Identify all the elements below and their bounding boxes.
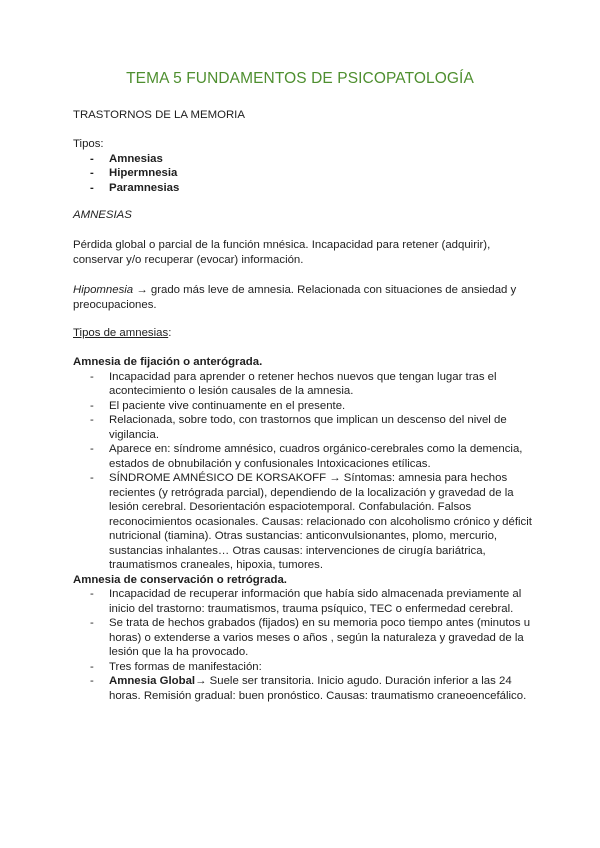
retrograda-list	[73, 587, 533, 703]
list-item: - Incapacidad para aprender o retener hechos nuevos que tengan lugar tras el acontecimiento o lesión causales de la amnesia.	[90, 370, 497, 397]
list-item: - SÍNDROME AMNÉSICO DE KORSAKOFF → Síntomas: amnesia para hechos recientes (y retrógrada parcial), dependiendo de la localización y gravedad de la lesión cerebral. Desorientación espaciotemporal. Confabulación. Falsos reconocimientos ocasionales. Causas: relacionado con alcoholismo crónico y déficit nutricional (tiamina). Otras sustancias: anticonvulsionantes, plomo, mercurio, sustancias inhalantes… Otras causas: intervenciones de cirugía bariátrica, traumatismos craneales, hipoxia, tumores.	[90, 472, 532, 571]
retrograda-heading: Amnesia de conservación o retrógrada.	[73, 573, 287, 586]
amnesias-heading: AMNESIAS	[73, 209, 132, 221]
tipos-list	[73, 152, 533, 196]
anterograda-block	[73, 355, 533, 703]
list-item: - El paciente vive continuamente en el presente.	[90, 399, 346, 412]
definition-paragraph: Pérdida global o parcial de la función mnésica. Incapacidad para retener (adquirir), conservar y/o recuperar (evocar) información.	[73, 239, 491, 266]
tipos-block	[73, 137, 533, 195]
list-item: - Se trata de hechos grabados (fijados) en su memoria poco tiempo antes (minutos u horas) o extenderse a varios meses o años , según la naturaleza y gravedad de la lesión que la ha provocado.	[90, 617, 531, 658]
section-heading: TRASTORNOS DE LA MEMORIA	[73, 109, 245, 121]
list-item: - Tres formas de manifestación:	[90, 660, 262, 673]
tipos-amnesias-label: Tipos de amnesias:	[73, 327, 172, 339]
list-item: - Incapacidad de recuperar información que había sido almacenada previamente al inicio del trastorno: traumatismos, trauma psíquico, TEC o enfermedad cerebral.	[90, 588, 522, 615]
list-item: - Paramnesias	[90, 181, 180, 194]
anterograda-heading: Amnesia de fijación o anterógrada.	[73, 356, 263, 368]
hipomnesia-text: → grado más leve de amnesia. Relacionada con situaciones de ansiedad y preocupaciones.	[73, 284, 517, 311]
list-item: - Relacionada, sobre todo, con trastornos que implican un descenso del nivel de vigilancia.	[90, 414, 507, 441]
list-item: - Aparece en: síndrome amnésico, cuadros orgánico-cerebrales como la demencia, estados de obnubilación y confusionales Intoxicaciones etílicas.	[90, 443, 523, 470]
tipos-label: Tipos:	[73, 138, 104, 150]
list-item: - Hipermnesia	[90, 167, 178, 179]
list-item-amnesia-global: - Amnesia Global→ Suele ser transitoria. Inicio agudo. Duración inferior a las 24 horas. Remisión gradual: buen pronóstico. Causas: traumatismo craneoencefálico.	[90, 675, 527, 702]
hipomnesia-paragraph	[73, 283, 533, 312]
page-title: TEMA 5 FUNDAMENTOS DE PSICOPATOLOGÍA	[126, 70, 474, 87]
anterograda-list	[73, 370, 533, 573]
hipomnesia-term: Hipomnesia	[73, 284, 134, 296]
list-item: - Amnesias	[90, 152, 163, 165]
